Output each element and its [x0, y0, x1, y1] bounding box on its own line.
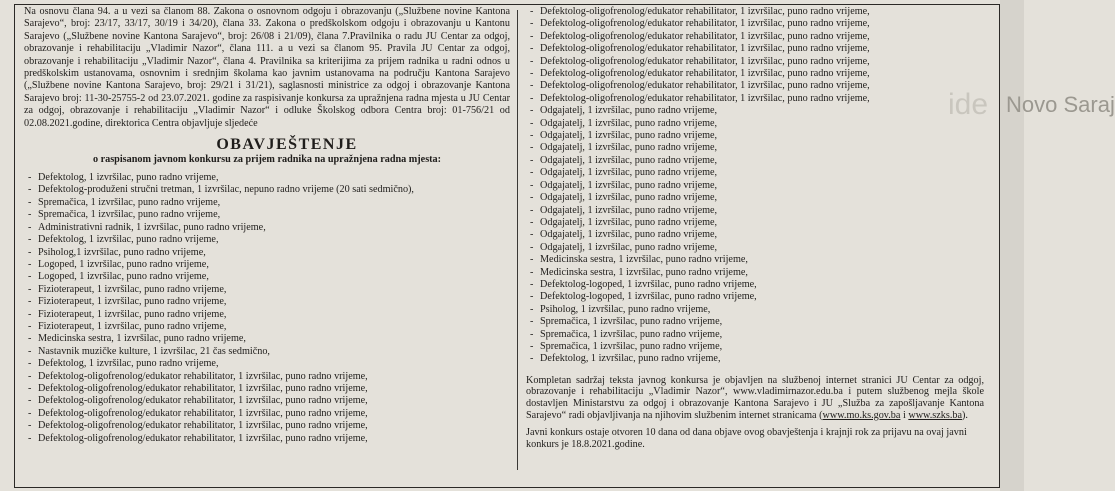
show-through-heading: ide [948, 88, 989, 121]
job-list-item: - Odgajatelj, 1 izvršilac, puno radno vrijeme, [526, 105, 1000, 117]
job-list-item: - Defektolog, 1 izvršilac, puno radno vrijeme, [24, 234, 510, 246]
left-column [24, 6, 510, 445]
job-list-item: - Defektolog-logoped, 1 izvršilac, puno radno vrijeme, [526, 279, 1000, 291]
job-list-item: - Spremačica, 1 izvršilac, puno radno vrijeme, [526, 341, 1000, 353]
job-list-item: - Logoped, 1 izvršilac, puno radno vrijeme, [24, 259, 510, 271]
job-list-item: - Defektolog, 1 izvršilac, puno radno vrijeme, [526, 353, 1000, 365]
job-list-item: - Spremačica, 1 izvršilac, puno radno vrijeme, [526, 316, 1000, 328]
notice-subtitle: o raspisanom javnom konkursu za prijem radnika na upražnjena radna mjesta: [92, 154, 442, 166]
job-list-item: - Odgajatelj, 1 izvršilac, puno radno vrijeme, [526, 118, 1000, 130]
job-list-item: - Administrativni radnik, 1 izvršilac, puno radno vrijeme, [24, 222, 510, 234]
job-list-item: - Fizioterapeut, 1 izvršilac, puno radno vrijeme, [24, 296, 510, 308]
job-list-item: - Odgajatelj, 1 izvršilac, puno radno vrijeme, [526, 142, 1000, 154]
publication-note [526, 375, 1000, 421]
job-list-item: - Defektolog-oligofrenolog/edukator rehabilitator, 1 izvršilac, puno radno vrijeme, [24, 371, 510, 383]
job-list-item: - Defektolog, 1 izvršilac, puno radno vrijeme, [24, 358, 510, 370]
job-list-item: - Defektolog-oligofrenolog/edukator rehabilitator, 1 izvršilac, puno radno vrijeme, [526, 31, 1000, 43]
job-list-left [24, 172, 510, 445]
job-list-item: - Fizioterapeut, 1 izvršilac, puno radno vrijeme, [24, 321, 510, 333]
intro-paragraph: Na osnovu člana 94. a u vezi sa članom 88. Zakona o osnovnom odgoju i obrazovanju („Službene novine Kantona Sarajevo“, broj: 23/17, 33/17, 30/19 i 34/20), člana 33. Zakona o predškolskom odgoju i obrazovanju u Kantonu Sarajevo („Službene novine Kantona Sarajevo“, broj: 26/08 i 21/09), člana 7.Pravilnika o radu JU Centar za odgoj, obrazovanje i rehabilitaciju „Vladimir Nazor“, člana 111. a u vezi sa članom 95. Pravila JU Centar za odgoj, obrazovanje i rehabilitaciju „Vladimir Nazor“, člana 4. Pravilnika sa kriterijima za prijem radnika u radni odnos u predškolskim ustanovama, osnovnim i srednjim školama kao javnim ustanovama na području Kantona Sarajevo („Službene novine Kantona Sarajevo, broj: 29/21 i 31/21), saglasnosti ministrice za odgoj i obrazovanje Kantona Sarajevo broj: 11-30-25755-2 od 23.07.2021. godine za raspisivanje konkursa za upražnjena radna mjesta u JU Centar za odgoj, obrazovanje i rehabilitaciju „Vladimir Nazor“ i odluke Školskog odbora Centra broj: 01-756/21 od 02.08.2021.godine, direktorica Centra objavljuje sljedeće [24, 6, 510, 129]
right-column [526, 6, 1000, 450]
job-list-item: - Defektolog-oligofrenolog/edukator rehabilitator, 1 izvršilac, puno radno vrijeme, [24, 433, 510, 445]
job-list-item: - Defektolog-oligofrenolog/edukator rehabilitator, 1 izvršilac, puno radno vrijeme, [24, 420, 510, 432]
job-list-item: - Psiholog, 1 izvršilac, puno radno vrijeme, [526, 304, 1000, 316]
publication-note-end: ). [962, 409, 968, 421]
job-list-item: - Defektolog-oligofrenolog/edukator rehabilitator, 1 izvršilac, puno radno vrijeme, [24, 408, 510, 420]
job-list-item: - Medicinska sestra, 1 izvršilac, puno radno vrijeme, [24, 333, 510, 345]
job-list-item: - Defektolog-oligofrenolog/edukator rehabilitator, 1 izvršilac, puno radno vrijeme, [24, 383, 510, 395]
job-list-item: - Defektolog-oligofrenolog/edukator rehabilitator, 1 izvršilac, puno radno vrijeme, [526, 56, 1000, 68]
ministry-link[interactable]: www.mo.ks.gov.ba [822, 409, 901, 421]
adjacent-page-text: Novo Saraj [1006, 92, 1115, 117]
job-list-item: - Odgajatelj, 1 izvršilac, puno radno vrijeme, [526, 130, 1000, 142]
job-list-item: - Spremačica, 1 izvršilac, puno radno vrijeme, [24, 209, 510, 221]
job-list-item: - Medicinska sestra, 1 izvršilac, puno radno vrijeme, [526, 267, 1000, 279]
adjacent-page-edge [1000, 0, 1115, 491]
column-divider [517, 10, 518, 470]
notice-title: OBAVJEŠTENJE [216, 136, 358, 154]
publication-note-text: Kompletan sadržaj teksta javnog konkursa je objavljen na službenoj internet stranici JU Centar za odgoj, obrazovanje i rehabilitaciju „Vladimir Nazor“, www.vladimirnazor.edu.ba i putem službenog mejla škole dostavljen Ministarstvu za odgoj i obrazovanje Kantona Sarajevo i JU „Služba za zapošljavanje Kantona Sarajevo“ radi objavljivanja na njihovim službenim internet stranicama ( [526, 374, 984, 421]
job-list-item: - Odgajatelj, 1 izvršilac, puno radno vrijeme, [526, 242, 1000, 254]
job-list-item: - Odgajatelj, 1 izvršilac, puno radno vrijeme, [526, 205, 1000, 217]
job-list-item: - Nastavnik muzičke kulture, 1 izvršilac, 21 čas sedmično, [24, 346, 510, 358]
job-list-item: - Defektolog-oligofrenolog/edukator rehabilitator, 1 izvršilac, puno radno vrijeme, [526, 93, 1000, 105]
deadline-note: Javni konkurs ostaje otvoren 10 dana od dana objave ovog obavještenja i krajnji rok za prijavu na ovaj javni konkurs je 18.8.2021.godine. [526, 427, 967, 450]
job-list-item: - Spremačica, 1 izvršilac, puno radno vrijeme, [24, 197, 510, 209]
job-list-right [526, 6, 1000, 366]
job-list-item: - Odgajatelj, 1 izvršilac, puno radno vrijeme, [526, 155, 1000, 167]
job-list-item: - Fizioterapeut, 1 izvršilac, puno radno vrijeme, [24, 309, 510, 321]
job-list-item: - Defektolog-oligofrenolog/edukator rehabilitator, 1 izvršilac, puno radno vrijeme, [526, 18, 1000, 30]
job-list-item: - Psiholog,1 izvršilac, puno radno vrijeme, [24, 247, 510, 259]
job-list-item: - Defektolog-oligofrenolog/edukator rehabilitator, 1 izvršilac, puno radno vrijeme, [526, 68, 1000, 80]
job-list-item: - Odgajatelj, 1 izvršilac, puno radno vrijeme, [526, 192, 1000, 204]
job-list-item: - Medicinska sestra, 1 izvršilac, puno radno vrijeme, [526, 254, 1000, 266]
job-list-item: - Spremačica, 1 izvršilac, puno radno vrijeme, [526, 329, 1000, 341]
job-list-item: - Odgajatelj, 1 izvršilac, puno radno vrijeme, [526, 229, 1000, 241]
employment-service-link[interactable]: www.szks.ba [908, 409, 963, 421]
job-list-item: - Defektolog-oligofrenolog/edukator rehabilitator, 1 izvršilac, puno radno vrijeme, [526, 6, 1000, 18]
job-list-item: - Defektolog-logoped, 1 izvršilac, puno radno vrijeme, [526, 291, 1000, 303]
job-list-item: - Defektolog-oligofrenolog/edukator rehabilitator, 1 izvršilac, puno radno vrijeme, [526, 43, 1000, 55]
job-list-item: - Defektolog, 1 izvršilac, puno radno vrijeme, [24, 172, 510, 184]
job-list-item: - Defektolog-produženi stručni tretman, 1 izvršilac, nepuno radno vrijeme (20 sati sedmično), [24, 184, 510, 196]
job-list-item: - Defektolog-oligofrenolog/edukator rehabilitator, 1 izvršilac, puno radno vrijeme, [526, 80, 1000, 92]
publication-note-connector: i [900, 409, 909, 421]
job-list-item: - Fizioterapeut, 1 izvršilac, puno radno vrijeme, [24, 284, 510, 296]
job-list-item: - Odgajatelj, 1 izvršilac, puno radno vrijeme, [526, 180, 1000, 192]
job-list-item: - Odgajatelj, 1 izvršilac, puno radno vrijeme, [526, 167, 1000, 179]
job-list-item: - Odgajatelj, 1 izvršilac, puno radno vrijeme, [526, 217, 1000, 229]
job-list-item: - Logoped, 1 izvršilac, puno radno vrijeme, [24, 271, 510, 283]
job-list-item: - Defektolog-oligofrenolog/edukator rehabilitator, 1 izvršilac, puno radno vrijeme, [24, 395, 510, 407]
